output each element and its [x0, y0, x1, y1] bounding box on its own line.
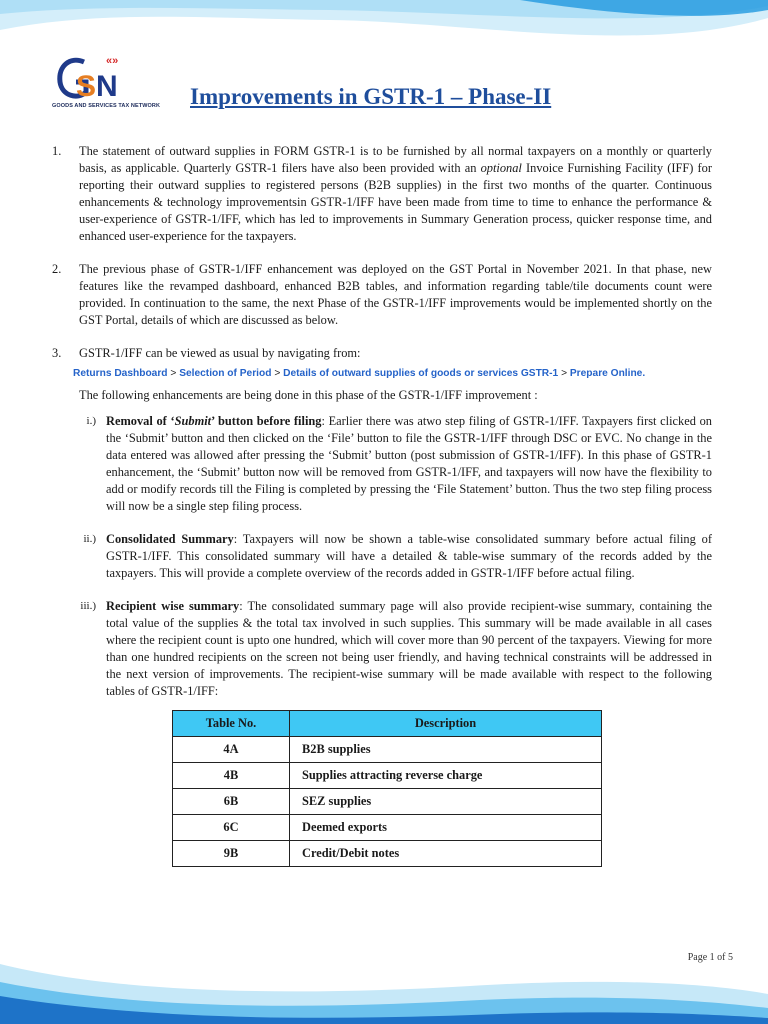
table-row: [173, 789, 602, 815]
recipient-summary-table: [172, 710, 602, 867]
nav-step-returns-dashboard: Returns Dashboard: [73, 368, 168, 379]
sub-item-text: : The consolidated summary page will also provide recipient-wise summary, containing the total value of the supplies & the total tax involved in such supplies. This summary will be made available in all cases where the recipient count is upto one hundred, which will cover more than 90 percent of the taxpayers. Viewing for more than one hundred recipients on the screen not being user friendly, and having technical constraints will be addressed in the next version of improvements. The recipient-wise summary will be made available with respect to the following tables of GSTR-1/IFF:: [106, 599, 712, 698]
table-cell-description: Supplies attracting reverse charge: [290, 763, 602, 789]
paragraph-text: The previous phase of GSTR-1/IFF enhancement was deployed on the GST Portal in November 2021. In that phase, new features like the revamped dashboard, enhanced B2B tables, and information regarding table/tile documents count were provided. In continuation to the same, the next Phase of the GSTR-1/IFF improvements would be implemented shortly on the GST Portal, details of which are discussed as below.: [79, 262, 712, 327]
table-cell-description: Credit/Debit notes: [290, 841, 602, 867]
enhancements-intro: The following enhancements are being done in this phase of the GSTR-1/IFF improvement :: [79, 388, 538, 402]
sub-item-number: iii.): [80, 600, 96, 612]
bottom-wave-decoration: [0, 934, 768, 1024]
table-cell-table-no: 9B: [173, 841, 290, 867]
nav-separator: >: [274, 368, 281, 379]
table-cell-table-no: 6B: [173, 789, 290, 815]
paragraph-text: The statement of outward supplies in FORM GSTR-1 is to be furnished by all normal taxpayers on a monthly or quarterly basis, as applicable. Quarterly GSTR-1 filers have also been provided with an: [79, 144, 712, 175]
paragraph-2: [52, 261, 712, 329]
paragraph-text: GSTR-1/IFF can be viewed as usual by navigating from:: [79, 346, 361, 360]
nav-step-prepare-online: Prepare Online.: [569, 368, 646, 379]
table-header-row: [173, 711, 602, 737]
sub-item-i: [79, 413, 712, 515]
paragraph-number: 2.: [52, 262, 62, 276]
table-row: [173, 841, 602, 867]
sub-item-number: ii.): [83, 533, 96, 545]
paragraph-3: [52, 345, 712, 362]
svg-text:N: N: [96, 70, 118, 103]
sub-item-number: i.): [86, 415, 96, 427]
table-row: [173, 815, 602, 841]
paragraph-text: Invoice Furnishing Facility (IFF) for reporting their outward supplies to registered persons (B2B supplies) in the first two months of the quarter. Continuous enhancements & technology improvementsin GSTR-1/IFF have been made from time to time to enhance the performance & user-experience of GSTR-1/IFF, which has led to improvements in Summary Generation process, quicker response time, and enhanced user-experience for the taxpayers.: [79, 161, 712, 243]
table-header-table-no: Table No.: [173, 711, 290, 737]
table-cell-table-no: 6C: [173, 815, 290, 841]
nav-step-details-outward-supplies: Details of outward supplies of goods or services GSTR-1: [283, 368, 559, 379]
nav-separator: >: [561, 368, 568, 379]
table-cell-description: SEZ supplies: [290, 789, 602, 815]
document-body: [52, 143, 712, 867]
sub-item-ii: [79, 531, 712, 582]
sub-item-text: : Earlier there was atwo step filing of GSTR-1/IFF. Taxpayers first clicked on the ‘Submit’ button and then clicked on the ‘File’ button to file the GSTR-1/IFF through DSC or EVC. No change in the data entered was allowed after pressing the ‘Submit’ button (post submission of GSTR-1/IFF). In this phase of GSTR-1 enhancement, the ‘Submit’ button now will be removed from GSTR-1/IFF, and taxpayers will now have the flexibility to add or modify records till the Filing is completed by pressing the ‘File Statement’ button. Thus the two step filing process will now be a single step filing process.: [106, 414, 712, 513]
table-cell-table-no: 4B: [173, 763, 290, 789]
table-cell-description: B2B supplies: [290, 737, 602, 763]
sub-item-heading: Recipient wise summary: [106, 599, 240, 613]
emphasis-text: optional: [480, 161, 522, 175]
svg-text:S: S: [76, 70, 97, 103]
sub-item-text: : Taxpayers will now be shown a table-wise consolidated summary before actual filing of GSTR-1/IFF. This consolidated summary will have a detailed & table-wise summary of the records added by the taxpayers. This will provide a complete overview of the records added in GSTR-1/IFF before actual filing.: [106, 532, 713, 580]
paragraph-number: 3.: [52, 346, 62, 360]
nav-separator: >: [170, 368, 177, 379]
table-row: [173, 763, 602, 789]
paragraph-number: 1.: [52, 144, 62, 158]
sub-item-heading: Removal of ‘Submit’ button before filing: [106, 414, 322, 428]
svg-text:«»: «»: [106, 55, 119, 67]
sub-item-heading: Consolidated Summary: [106, 532, 234, 546]
nav-step-selection-of-period: Selection of Period: [179, 368, 272, 379]
table-cell-table-no: 4A: [173, 737, 290, 763]
page-title: Improvements in GSTR-1 – Phase-II: [190, 84, 552, 109]
table-header-description: Description: [290, 711, 602, 737]
page-number: Page 1 of 5: [687, 952, 733, 963]
paragraph-1: [52, 143, 712, 245]
table-cell-description: Deemed exports: [290, 815, 602, 841]
navigation-path: [73, 365, 712, 382]
logo-caption: GOODS AND SERVICES TAX NETWORK: [52, 103, 161, 109]
sub-item-iii: [79, 598, 712, 700]
table-row: [173, 737, 602, 763]
